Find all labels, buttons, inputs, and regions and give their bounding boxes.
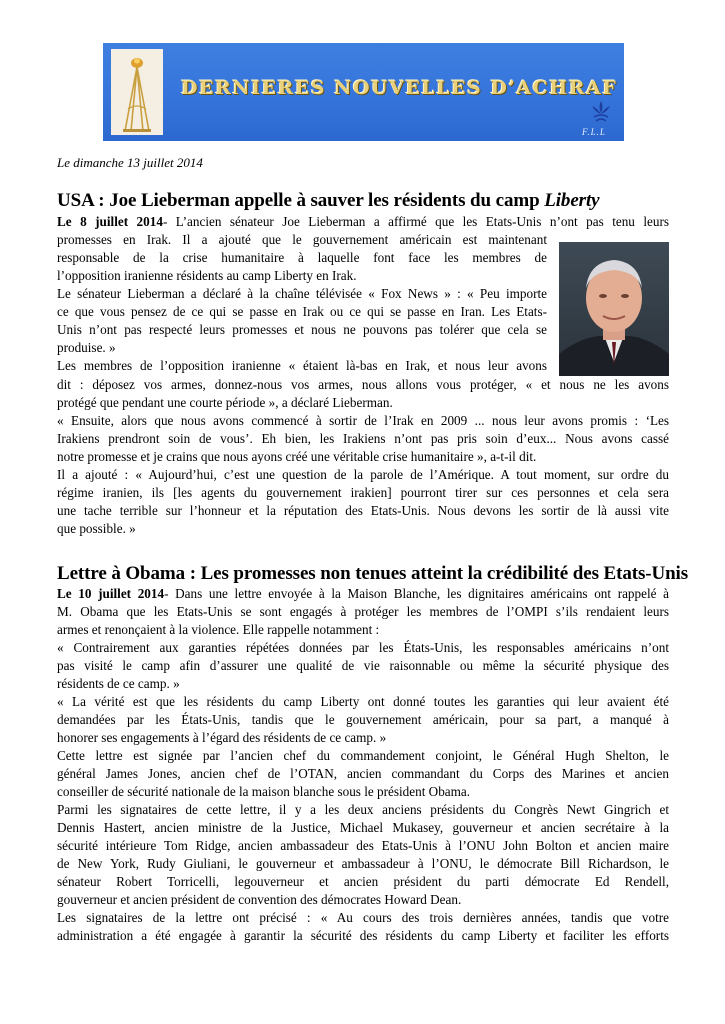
header-banner [103, 43, 624, 141]
article1-line: Unis n’ont pas respecté leurs promesses et nous ne pouvons pas tolérer que cela se [57, 322, 547, 337]
article2-line: demandées par les États-Unis, tandis que le gouvernement américain, pour sa part, a manqué à [57, 712, 669, 727]
article2-line: Cette lettre est signée par l’ancien chef du commandement conjoint, le Général Hugh Shelton, le [57, 748, 669, 763]
banner-title: DERNIERES NOUVELLES D’ACHRAF [181, 77, 618, 99]
article2-line: - Dans une lettre envoyée à la Maison Blanche, les dignitaires américains ont rappelé à [164, 586, 669, 601]
article2-line: général James Jones, ancien chef de l’OTAN, ancien commandant du Corps des Marines et ancien [57, 766, 669, 781]
article1-lead-date: Le 8 juillet 2014 [57, 214, 163, 229]
article2-line: armes et renonçaient à la violence. Elle rappelle notamment : [57, 622, 380, 637]
emblem-caption: F.L.L [582, 127, 606, 137]
article2-line: conseiller de sécurité nationale de la maison blanche sous le président Obama. [57, 784, 471, 799]
article2-line: M. Obama que les Etats-Unis se sont engagés à protéger les membres de l’OMPI s’ils rendaient leurs [57, 604, 669, 619]
article1-lead-line [57, 213, 669, 231]
article1-line: ce que vous pensez de ce qui se passe en Irak ou ce qui se passe en Iran. Les Etats- [57, 304, 547, 319]
article1-line: Les membres de l’opposition iranienne « étaient là-bas en Irak, et nous leur avons [57, 358, 547, 373]
portrait-photo [559, 242, 669, 376]
fll-emblem-icon [586, 97, 616, 130]
article1-line: produise. » [57, 340, 116, 355]
article2-line: Dennis Hastert, ancien ministre de la Justice, Michael Mukasey, gouverneur et ancien secrétaire à la [57, 820, 669, 835]
issue-date: Le dimanche 13 juillet 2014 [57, 155, 203, 170]
article1-line: Irakiens prendront soin de vous’. Eh bien, les Irakiens n’ont pas pris soin d’eux... Nous avons cassé [57, 431, 669, 446]
article2-line: honorer ses engagements à l’égard des résidents de ce camp. » [57, 730, 387, 745]
article1-line: que possible. » [57, 521, 136, 536]
article2-line: sécurité intérieure Tom Ridge, ancien ambassadeur des Etats-Unis à l’ONU John Bolton et ancien maire [57, 838, 669, 853]
article2-line: administration a été engagée à garantir la sécurité des résidents du camp Liberty et faciliter les efforts [57, 928, 669, 943]
article2-line: résidents de ce camp. » [57, 676, 180, 691]
article1-line: une tache terrible sur l’honneur et la réputation des Etats-Unis. Nous devons les sortir de là aussi vite [57, 503, 669, 518]
article2-lead-date: Le 10 juillet 2014 [57, 586, 165, 601]
article2-line: « La vérité est que les résidents du camp Liberty ont donné toutes les garanties qui leur avaient été [57, 694, 669, 709]
article1-line: régime iranien, ils [les agents du gouvernement irakien] pourront tirer sur ces personnes et cela sera [57, 485, 669, 500]
article1-title [57, 190, 599, 212]
article1-line: responsable de la crise humanitaire à laquelle font face les membres de [57, 250, 547, 265]
article1-line: promesses en Irak. Il a ajouté que le gouvernement américain est maintenant [57, 232, 547, 247]
article1-title-text: USA : Joe Lieberman appelle à sauver les résidents du camp [57, 190, 545, 211]
article2-line: gouverneur et ancien président de convention des démocrates Howard Dean. [57, 892, 462, 907]
article1-line: Il a ajouté : « Aujourd’hui, c’est une question de la parole de l’Amérique. A tout moment, sur ordre du [57, 467, 669, 482]
article1-line: - L’ancien sénateur Joe Lieberman a affirmé que les Etats-Unis n’ont pas tenu leurs [162, 214, 669, 229]
article2-line: Parmi les signataires de cette lettre, il y a les deux anciens présidents du Congrès Newt Gingrich et [57, 802, 669, 817]
article1-line: dit : déposez vos armes, donnez-nous vos armes, nous allons vous protéger, « et nous ne les avons [57, 377, 669, 392]
article2-line: pas visité le camp afin d’assurer une qualité de vie raisonnable ou même la sécurité physique des [57, 658, 669, 673]
article2-line: sénateur Robert Torricelli, legouverneur et ancien président du parti démocrate Ed Rendell, [57, 874, 669, 889]
article2-line: de New York, Rudy Giuliani, le gouverneur et ambassadeur à l’ONU, le démocrate Bill Richardson, le [57, 856, 669, 871]
article2-lead-line [57, 585, 669, 603]
article2-title: Lettre à Obama : Les promesses non tenues atteint la crédibilité des Etats-Unis [57, 563, 689, 584]
article1-title-italic: Liberty [544, 190, 600, 211]
tower-logo-icon [111, 49, 163, 135]
article1-line: l’opposition iranienne résidents au camp Liberty en Irak. [57, 268, 357, 283]
article1-line: « Ensuite, alors que nous avons commencé à sortir de l’Irak en 2009 ... nous leur avons promis : ‘Les [57, 413, 669, 428]
article2-line: « Contrairement aux garanties répétées données par les États-Unis, les responsables américains n’ont [57, 640, 669, 655]
article1-line: notre promesse et je crains que nous ayons créé une véritable crise humanitaire », a-t-il dit. [57, 449, 537, 464]
article1-line: Le sénateur Lieberman a déclaré à la chaîne télévisée « Fox News » : « Peu importe [57, 286, 547, 301]
article2-line: Les signataires de la lettre ont précisé : « Au cours des trois dernières années, tandis que votre [57, 910, 669, 925]
article1-line: protégé que pendant une courte période », a déclaré Lieberman. [57, 395, 393, 410]
